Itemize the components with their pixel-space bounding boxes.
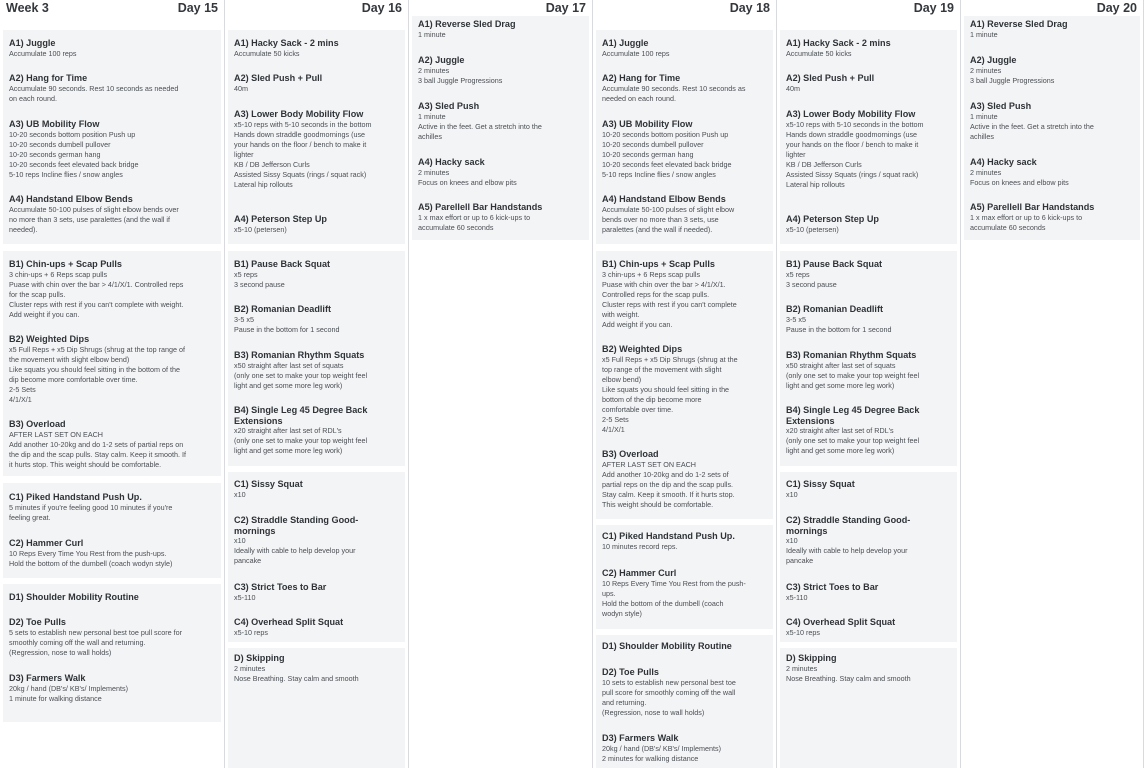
exercise-title: A4) Peterson Step Up — [234, 214, 327, 224]
exercise-description: x10 — [234, 489, 246, 499]
exercise-block-card[interactable] — [3, 483, 221, 578]
exercise-item — [418, 19, 581, 40]
exercise-title: C1) Piked Handstand Push Up. — [602, 531, 735, 541]
exercise-item — [602, 449, 765, 510]
exercise-description: x10 Ideally with cable to help develop your pancake — [234, 536, 356, 566]
exercise-description: x5-10 (petersen) — [234, 224, 287, 234]
exercise-title: A3) UB Mobility Flow — [602, 119, 693, 129]
day-label: Day 19 — [913, 1, 954, 15]
exercise-description: 1 minute Active in the feet. Get a stretch into the achilles — [418, 111, 542, 141]
exercise-title: A1) Juggle — [602, 38, 649, 48]
exercise-block-card[interactable] — [228, 30, 405, 244]
exercise-title: A3) Lower Body Mobility Flow — [234, 109, 364, 119]
exercise-block-card[interactable] — [596, 525, 773, 629]
exercise-item — [970, 55, 1132, 86]
exercise-block-card[interactable] — [780, 30, 957, 244]
exercise-item — [9, 334, 213, 405]
exercise-item — [786, 304, 949, 335]
exercise-item — [9, 538, 213, 569]
exercise-title: A2) Sled Push + Pull — [234, 73, 323, 83]
week-label: Week 3 — [6, 1, 49, 15]
exercise-item — [970, 202, 1132, 233]
exercise-title: C1) Piked Handstand Push Up. — [9, 492, 142, 502]
exercise-description: Accumulate 50 kicks — [786, 48, 852, 58]
exercise-item — [234, 109, 397, 190]
exercise-description: AFTER LAST SET ON EACH Add another 10-20kg and do 1-2 sets of partial reps on the dip and the scap pulls. Stay calm. Keep it smooth. If it hurts stop. This weight should be comfortable. — [602, 459, 735, 509]
day-column — [777, 0, 961, 768]
exercise-item — [786, 582, 949, 603]
exercise-item — [970, 19, 1132, 40]
exercise-description: x50 straight after last set of squats (only one set to make your top weight feel light and get some more leg work) — [786, 360, 920, 390]
exercise-item — [234, 617, 397, 638]
exercise-item — [9, 73, 213, 104]
exercise-description: 1 x max effort or up to 6 kick-ups to accumulate 60 seconds — [418, 212, 531, 232]
exercise-item — [9, 119, 213, 180]
exercise-item — [234, 259, 397, 290]
exercise-item — [786, 214, 949, 235]
exercise-item — [9, 673, 213, 704]
exercise-description: 2 minutes 3 ball Juggle Progressions — [418, 65, 503, 85]
exercise-block-card[interactable] — [596, 251, 773, 519]
exercise-title: D2) Toe Pulls — [602, 667, 659, 677]
exercise-title: A1) Reverse Sled Drag — [418, 19, 516, 29]
exercise-description: Accumulate 50-100 pulses of slight elbow bends over no more than 3 sets, use paralettes (and the wall if needed). — [602, 204, 735, 234]
exercise-item — [418, 157, 581, 188]
exercise-description: 40m — [234, 83, 248, 93]
exercise-block-card[interactable] — [228, 251, 405, 466]
exercise-title: A2) Juggle — [970, 55, 1017, 65]
exercise-block-card[interactable] — [596, 30, 773, 244]
exercise-item — [786, 405, 949, 456]
exercise-title: B3) Romanian Rhythm Squats — [786, 350, 917, 360]
exercise-description: x5 reps 3 second pause — [234, 269, 285, 289]
exercise-item — [9, 492, 213, 523]
exercise-description: x5-10 (petersen) — [786, 224, 839, 234]
exercise-item — [602, 667, 765, 718]
day-label: Day 20 — [1096, 1, 1137, 15]
exercise-description: 10 sets to establish new personal best toe pull score for smoothly coming off the wall and returning. (Regression, nose to wall holds) — [602, 677, 736, 717]
exercise-item — [786, 515, 949, 566]
exercise-item — [234, 479, 397, 500]
exercise-title: A3) UB Mobility Flow — [9, 119, 100, 129]
exercise-item — [234, 405, 397, 456]
exercise-item — [234, 304, 397, 335]
exercise-title: A4) Handstand Elbow Bends — [9, 194, 133, 204]
exercise-title: B3) Overload — [9, 419, 66, 429]
exercise-description: AFTER LAST SET ON EACH Add another 10-20kg and do 1-2 sets of partial reps on the dip and the scap pulls. Stay calm. Keep it smooth. If it hurts stop. This weight should be comfortable. — [9, 429, 186, 469]
exercise-item — [786, 653, 949, 684]
exercise-description: 20kg / hand (DB's/ KB's/ Implements) 2 minutes for walking distance — [602, 743, 721, 763]
exercise-item — [786, 73, 949, 94]
exercise-block-card[interactable] — [228, 472, 405, 642]
exercise-description: 1 x max effort or up to 6 kick-ups to accumulate 60 seconds — [970, 212, 1083, 232]
exercise-block-card[interactable] — [412, 16, 589, 240]
day-column — [225, 0, 409, 768]
exercise-item — [418, 55, 581, 86]
exercise-description: 5 minutes if you're feeling good 10 minutes if you're feeling great. — [9, 502, 173, 522]
exercise-item — [234, 515, 397, 566]
column-header — [225, 0, 408, 17]
exercise-item — [602, 119, 765, 180]
exercise-item — [9, 419, 213, 470]
exercise-item — [602, 531, 765, 552]
exercise-description: 10 Reps Every Time You Rest from the push- ups. Hold the bottom of the dumbell (coach wodyn style) — [602, 578, 746, 618]
exercise-description: x10 — [786, 489, 798, 499]
exercise-title: B4) Single Leg 45 Degree Back Extensions — [786, 405, 920, 426]
exercise-item — [9, 617, 213, 658]
exercise-description: x5-10 reps — [234, 627, 268, 637]
exercise-description: x5-10 reps with 5-10 seconds in the bottom Hands down straddle goodmornings (use your hands on the floor / bench to make it lighter KB / DB Jefferson Curls Assisted Sissy Squats (rings / squat rack) Lateral hip rollouts — [786, 119, 924, 190]
day-label: Day 16 — [361, 1, 402, 15]
exercise-title: A3) Sled Push — [418, 101, 480, 111]
exercise-title: A4) Handstand Elbow Bends — [602, 194, 726, 204]
exercise-title: A2) Hang for Time — [9, 73, 88, 83]
exercise-description: 10 Reps Every Time You Rest from the push-ups. Hold the bottom of the dumbell (coach wodyn style) — [9, 548, 173, 568]
column-header — [0, 0, 224, 17]
exercise-description: Accumulate 90 seconds. Rest 10 seconds as needed on each round. — [602, 83, 746, 103]
exercise-item — [234, 73, 397, 94]
exercise-description: Accumulate 100 reps — [9, 48, 77, 58]
exercise-description: Accumulate 50 kicks — [234, 48, 300, 58]
exercise-title: B2) Weighted Dips — [602, 344, 683, 354]
exercise-description: Accumulate 100 reps — [602, 48, 670, 58]
exercise-title: A4) Hacky sack — [418, 157, 485, 167]
exercise-description: 2 minutes 3 ball Juggle Progressions — [970, 65, 1055, 85]
exercise-description: 10 minutes record reps. — [602, 541, 678, 551]
exercise-item — [970, 157, 1132, 188]
exercise-item — [9, 259, 213, 320]
exercise-description: x5-110 — [234, 592, 256, 602]
exercise-title: C2) Straddle Standing Good- mornings — [234, 515, 359, 536]
exercise-description: 5 sets to establish new personal best toe pull score for smoothly coming off the wall and returning. (Regression, nose to wall holds) — [9, 627, 182, 657]
exercise-description: 10-20 seconds bottom position Push up 10-20 seconds dumbell pullover 10-20 seconds german hang 10-20 seconds feet elevated back bridge 5-10 reps Incline flies / snow angles — [9, 129, 139, 179]
exercise-description: 1 minute — [970, 29, 998, 39]
exercise-description: x20 straight after last set of RDL's (only one set to make your top weight feel light and get some more leg work) — [234, 426, 368, 456]
exercise-block-card[interactable] — [596, 635, 773, 768]
exercise-description: 2 minutes Focus on knees and elbow pits — [418, 167, 517, 187]
exercise-description: x5 Full Reps + x5 Dip Shrugs (shrug at the top range of the movement with slight elbow bend) Like squats you should feel sitting in the bottom of the dip become more comfortable over time. 2-5 Sets 4/1/X/1 — [602, 354, 738, 435]
exercise-title: D) Skipping — [234, 653, 285, 663]
column-header — [777, 0, 960, 17]
exercise-title: D2) Toe Pulls — [9, 617, 66, 627]
exercise-title: B2) Romanian Deadlift — [234, 304, 332, 314]
exercise-description: 2 minutes Focus on knees and elbow pits — [970, 167, 1069, 187]
exercise-item — [602, 641, 765, 652]
exercise-title: C4) Overhead Split Squat — [234, 617, 344, 627]
exercise-description: 3-5 x5 Pause in the bottom for 1 second — [786, 314, 892, 334]
exercise-description: x5 Full Reps + x5 Dip Shrugs (shrug at the top range of the movement with slight elbow bend) Like squats you should feel sitting in the bottom of the dip become more comfortable over time. 2-5 Sets 4/1/X/1 — [9, 344, 185, 404]
exercise-description: x20 straight after last set of RDL's (only one set to make your top weight feel light and get some more leg work) — [786, 426, 920, 456]
day-column — [0, 0, 225, 768]
exercise-title: C3) Strict Toes to Bar — [234, 582, 327, 592]
exercise-item — [786, 479, 949, 500]
day-column — [961, 0, 1144, 768]
exercise-description: x5-10 reps with 5-10 seconds in the bottom Hands down straddle goodmornings (use your hands on the floor / bench to make it lighter KB / DB Jefferson Curls Assisted Sissy Squats (rings / squat rack) Lateral hip rollouts — [234, 119, 372, 190]
exercise-title: D1) Shoulder Mobility Routine — [9, 592, 139, 602]
exercise-title: C1) Sissy Squat — [786, 479, 855, 489]
day-column — [593, 0, 777, 768]
exercise-item — [602, 733, 765, 764]
exercise-title: A3) Sled Push — [970, 101, 1032, 111]
exercise-title: C3) Strict Toes to Bar — [786, 582, 879, 592]
exercise-title: B1) Chin-ups + Scap Pulls — [9, 259, 122, 269]
exercise-description: 3 chin-ups + 6 Reps scap pulls Puase with chin over the bar > 4/1/X/1. Controlled reps for the scap pulls. Cluster reps with rest if you can't complete with weight. Add weight if you can. — [602, 269, 737, 329]
day-column — [409, 0, 593, 768]
exercise-title: D3) Farmers Walk — [602, 733, 679, 743]
exercise-item — [9, 592, 213, 603]
exercise-title: D3) Farmers Walk — [9, 673, 86, 683]
exercise-title: B2) Romanian Deadlift — [786, 304, 884, 314]
exercise-title: A4) Peterson Step Up — [786, 214, 879, 224]
exercise-item — [786, 259, 949, 290]
exercise-title: C2) Hammer Curl — [602, 568, 677, 578]
exercise-title: C2) Straddle Standing Good- mornings — [786, 515, 911, 536]
exercise-title: A2) Sled Push + Pull — [786, 73, 875, 83]
exercise-title: D) Skipping — [786, 653, 837, 663]
day-label: Day 15 — [177, 1, 218, 15]
exercise-block-card[interactable] — [780, 251, 957, 466]
column-header — [409, 0, 592, 17]
exercise-item — [234, 350, 397, 391]
exercise-block-card[interactable] — [228, 648, 405, 768]
exercise-description: 1 minute Active in the feet. Get a stretch into the achilles — [970, 111, 1094, 141]
exercise-description: x5 reps 3 second pause — [786, 269, 837, 289]
exercise-description: 40m — [786, 83, 800, 93]
exercise-title: B3) Romanian Rhythm Squats — [234, 350, 365, 360]
exercise-title: A1) Hacky Sack - 2 mins — [234, 38, 339, 48]
exercise-description: Accumulate 50-100 pulses of slight elbow bends over no more than 3 sets, use paralettes (and the wall if needed). — [9, 204, 179, 234]
exercise-title: D1) Shoulder Mobility Routine — [602, 641, 732, 651]
exercise-block-card[interactable] — [3, 584, 221, 722]
column-header — [593, 0, 776, 17]
exercise-block-card[interactable] — [3, 30, 221, 244]
column-header — [961, 0, 1143, 17]
exercise-title: A1) Reverse Sled Drag — [970, 19, 1068, 29]
exercise-description: 3-5 x5 Pause in the bottom for 1 second — [234, 314, 340, 334]
exercise-title: A2) Hang for Time — [602, 73, 681, 83]
exercise-title: A1) Juggle — [9, 38, 56, 48]
exercise-title: B2) Weighted Dips — [9, 334, 90, 344]
exercise-description: x10 Ideally with cable to help develop your pancake — [786, 536, 908, 566]
exercise-description: Accumulate 90 seconds. Rest 10 seconds as needed on each round. — [9, 83, 179, 103]
day-label: Day 18 — [729, 1, 770, 15]
exercise-item — [418, 202, 581, 233]
exercise-item — [786, 617, 949, 638]
exercise-item — [234, 38, 397, 59]
exercise-item — [602, 568, 765, 619]
exercise-block-card[interactable] — [3, 251, 221, 476]
exercise-item — [970, 101, 1132, 142]
exercise-item — [234, 582, 397, 603]
exercise-title: B1) Chin-ups + Scap Pulls — [602, 259, 715, 269]
exercise-item — [9, 194, 213, 235]
exercise-item — [234, 214, 397, 235]
exercise-title: A1) Hacky Sack - 2 mins — [786, 38, 891, 48]
exercise-block-card[interactable] — [964, 16, 1140, 240]
exercise-item — [602, 73, 765, 104]
exercise-title: A2) Juggle — [418, 55, 465, 65]
exercise-item — [602, 344, 765, 435]
exercise-title: B1) Pause Back Squat — [234, 259, 331, 269]
exercise-title: C2) Hammer Curl — [9, 538, 84, 548]
day-label: Day 17 — [545, 1, 586, 15]
exercise-item — [9, 38, 213, 59]
exercise-description: x50 straight after last set of squats (only one set to make your top weight feel light and get some more leg work) — [234, 360, 368, 390]
exercise-item — [786, 109, 949, 190]
exercise-title: C4) Overhead Split Squat — [786, 617, 896, 627]
exercise-item — [786, 38, 949, 59]
exercise-item — [602, 259, 765, 330]
exercise-item — [786, 350, 949, 391]
exercise-title: A5) Parellell Bar Handstands — [970, 202, 1095, 212]
exercise-description: x5-10 reps — [786, 627, 820, 637]
exercise-description: 20kg / hand (DB's/ KB's/ Implements) 1 minute for walking distance — [9, 683, 128, 703]
exercise-description: 2 minutes Nose Breathing. Stay calm and smooth — [234, 663, 359, 683]
exercise-item — [602, 38, 765, 59]
exercise-description: 2 minutes Nose Breathing. Stay calm and smooth — [786, 663, 911, 683]
exercise-title: B3) Overload — [602, 449, 659, 459]
exercise-title: A4) Hacky sack — [970, 157, 1037, 167]
exercise-description: x5-110 — [786, 592, 808, 602]
exercise-title: A5) Parellell Bar Handstands — [418, 202, 543, 212]
exercise-block-card[interactable] — [780, 472, 957, 642]
exercise-title: A3) Lower Body Mobility Flow — [786, 109, 916, 119]
exercise-description: 10-20 seconds bottom position Push up 10-20 seconds dumbell pullover 10-20 seconds german hang 10-20 seconds feet elevated back bridge 5-10 reps Incline flies / snow angles — [602, 129, 732, 179]
exercise-title: C1) Sissy Squat — [234, 479, 303, 489]
exercise-item — [234, 653, 397, 684]
exercise-description: 3 chin-ups + 6 Reps scap pulls Puase with chin over the bar > 4/1/X/1. Controlled reps for the scap pulls. Cluster reps with rest if you can't complete with weight. Add weight if you can. — [9, 269, 184, 319]
exercise-item — [418, 101, 581, 142]
exercise-title: B1) Pause Back Squat — [786, 259, 883, 269]
exercise-block-card[interactable] — [780, 648, 957, 768]
exercise-title: B4) Single Leg 45 Degree Back Extensions — [234, 405, 368, 426]
exercise-description: 1 minute — [418, 29, 446, 39]
exercise-item — [602, 194, 765, 235]
